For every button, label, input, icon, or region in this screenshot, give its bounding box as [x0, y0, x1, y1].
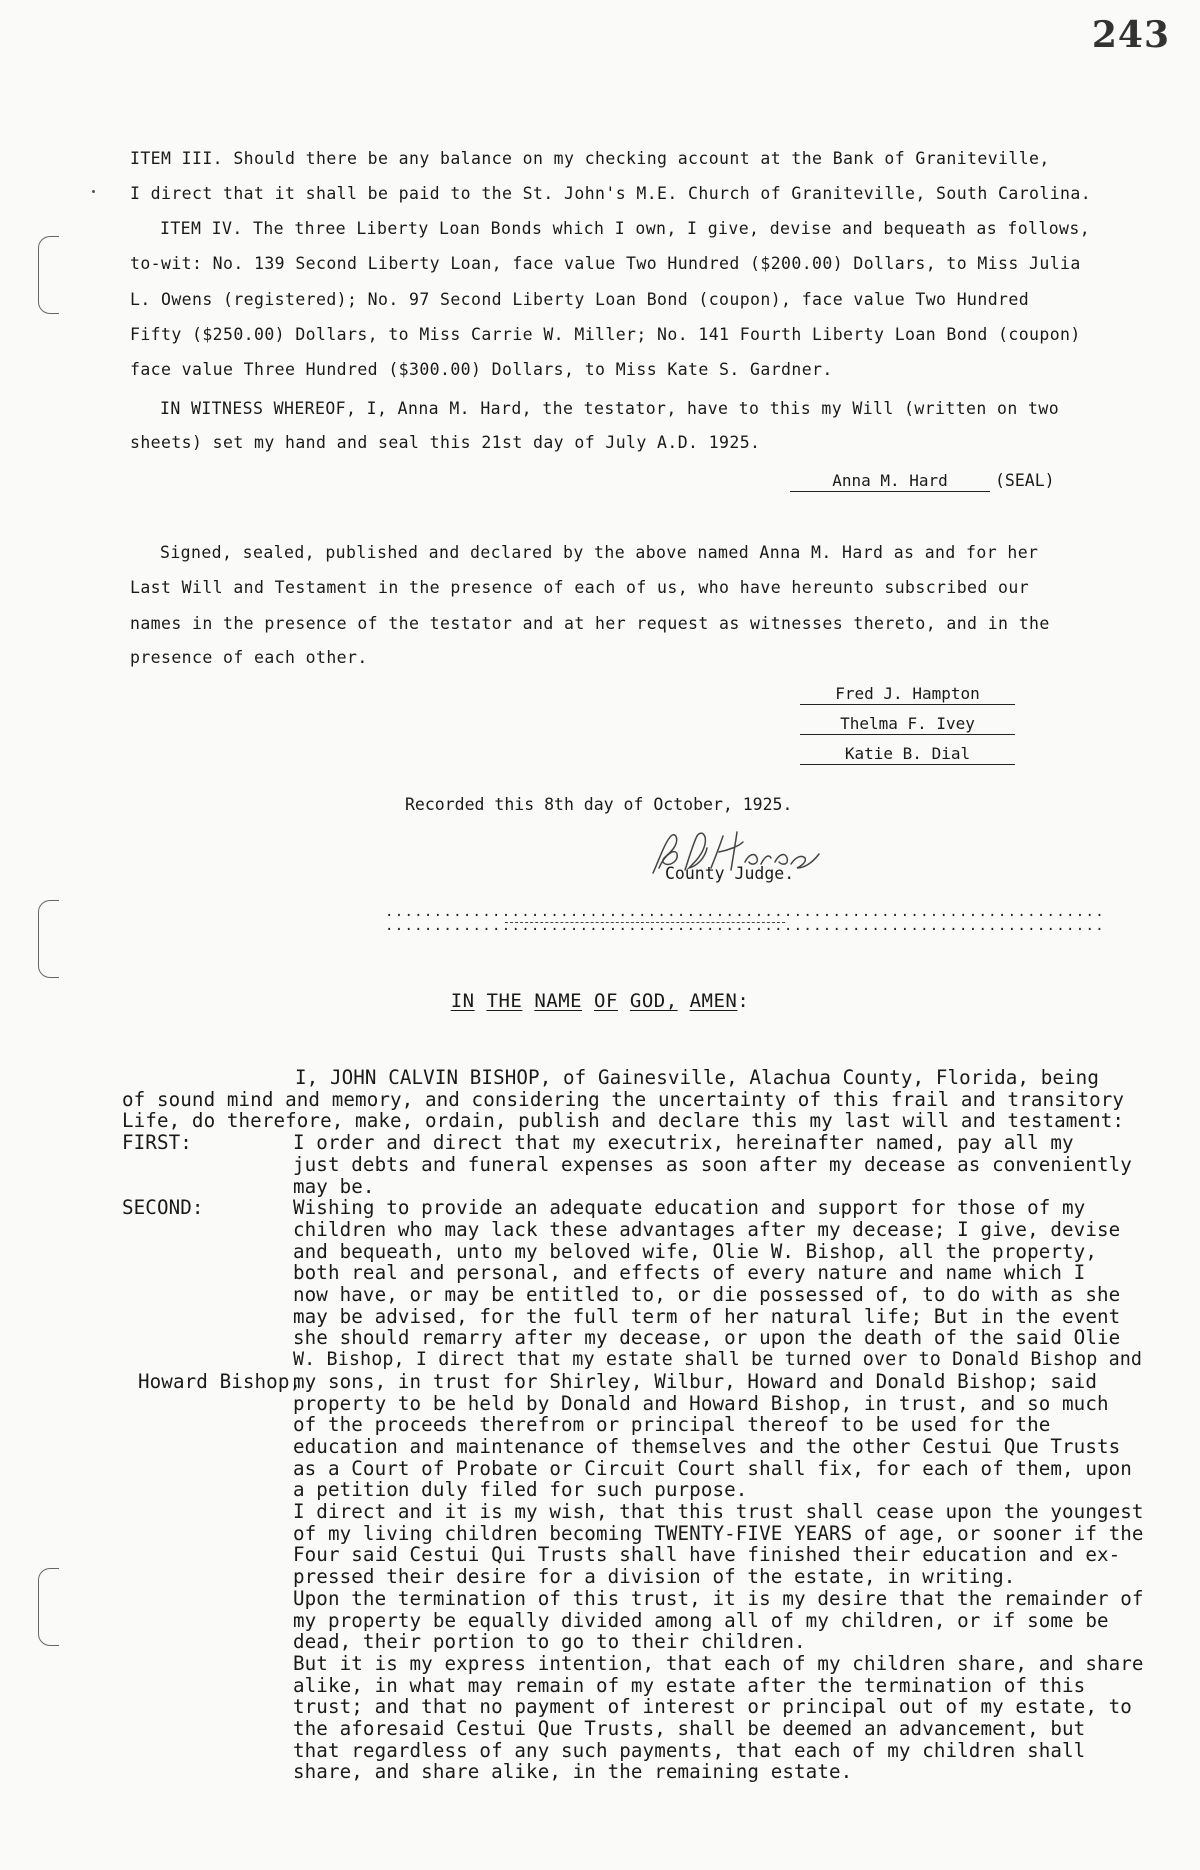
attestation-line: Last Will and Testament in the presence of each of us, who have hereunto subscribed our: [130, 578, 1030, 597]
typed-line: I direct that it shall be paid to the St. John's M.E. Church of Graniteville, South Carolina.: [130, 184, 1092, 203]
will-line: W. Bishop, I direct that my estate shall be turned over to Donald Bishop and: [293, 1349, 1143, 1371]
typed-line: to-wit: No. 139 Second Liberty Loan, face value Two Hundred ($200.00) Dollars, to Miss Julia: [130, 254, 1081, 273]
attestation-line: names in the presence of the testator and at her request as witnesses thereto, and in the: [130, 614, 1050, 633]
witness-signature: Thelma F. Ivey: [800, 714, 1015, 735]
attestation-line: Signed, sealed, published and declared by the above named Anna M. Hard as and for her: [160, 543, 1039, 562]
attestation-line: presence of each other.: [130, 648, 368, 667]
clause-label: FIRST:: [122, 1131, 192, 1155]
will-line: pressed their desire for a division of the estate, in writing.: [293, 1565, 1016, 1589]
will-line: education and maintenance of themselves and the other Cestui Que Trusts: [293, 1434, 1121, 1458]
will-line: may be advised, for the full term of her natural life; But in the event: [293, 1304, 1121, 1328]
typed-line: face value Three Hundred ($300.00) Dollars, to Miss Kate S. Gardner.: [130, 360, 833, 379]
witness-signature: Fred J. Hampton: [800, 684, 1015, 705]
will-line: my sons, in trust for Shirley, Wilbur, Howard and Donald Bishop; said: [293, 1369, 1097, 1393]
will-line: trust; and that no payment of interest or principal out of my estate, to: [293, 1695, 1132, 1719]
heading-word: THE: [486, 990, 523, 1012]
separator-dots: ..........................................................................: [385, 918, 1105, 934]
clause-label: SECOND:: [122, 1196, 204, 1220]
will-line: she should remarry after my decease, or upon the death of the said Olie: [293, 1326, 1121, 1350]
testator-signature: Anna M. Hard: [790, 471, 990, 492]
typed-line: ITEM IV. The three Liberty Loan Bonds which I own, I give, devise and bequeath as follows,: [160, 219, 1091, 238]
will-line: a petition duly filed for such purpose.: [293, 1478, 748, 1502]
page-number: 243: [1091, 14, 1170, 56]
will-line: children who may lack these advantages after my decease; I give, devise: [293, 1217, 1121, 1241]
binder-hole: [38, 900, 59, 978]
judge-title: County Judge.: [665, 864, 795, 883]
will-line: both real and personal, and effects of every nature and name which I: [293, 1261, 1086, 1285]
binder-hole: [38, 236, 59, 314]
will-line: But it is my express intention, that each of my children share, and share: [293, 1651, 1144, 1675]
will-line: alike, in what may remain of my estate after the termination of this: [293, 1673, 1086, 1697]
separator-dots: ..........................................................................: [385, 904, 1105, 920]
binder-hole: [38, 1568, 59, 1646]
heading-word: OF: [594, 990, 618, 1012]
will-line: I direct and it is my wish, that this trust shall cease upon the youngest: [293, 1500, 1144, 1523]
will-line: of my living children becoming TWENTY-FIVE YEARS of age, or sooner if the: [293, 1521, 1144, 1545]
seal-label: (SEAL): [995, 471, 1055, 490]
typed-line: Fifty ($250.00) Dollars, to Miss Carrie W. Miller; No. 141 Fourth Liberty Loan Bond (coupon): [130, 325, 1081, 344]
heading-word: AMEN: [689, 990, 738, 1012]
will-heading: [0, 990, 1200, 1012]
will-line: share, and share alike, in the remaining estate.: [293, 1760, 853, 1784]
will-line: as a Court of Probate or Circuit Court shall fix, for each of them, upon: [293, 1456, 1132, 1480]
clause-label: Howard Bishop,: [138, 1369, 302, 1393]
will-line: I order and direct that my executrix, hereinafter named, pay all my: [293, 1131, 1074, 1155]
typed-line: IN WITNESS WHEREOF, I, Anna M. Hard, the testator, have to this my Will (written on two: [160, 399, 1060, 418]
will-line: of the proceeds therefrom or principal thereof to be used for the: [293, 1413, 1051, 1437]
will-line: may be.: [293, 1174, 375, 1198]
typed-line: sheets) set my hand and seal this 21st day of July A.D. 1925.: [130, 433, 761, 452]
will-line: Four said Cestui Qui Trusts shall have finished their education and ex-: [293, 1543, 1121, 1567]
will-line: dead, their portion to go to their children.: [293, 1630, 806, 1654]
typed-line: ITEM III. Should there be any balance on my checking account at the Bank of Graniteville,: [130, 149, 1050, 168]
heading-word: GOD,: [629, 990, 678, 1012]
typed-line: L. Owens (registered); No. 97 Second Liberty Loan Bond (coupon), face value Two Hundred: [130, 290, 1030, 309]
heading-word: NAME: [534, 990, 583, 1012]
will-line: I, JOHN CALVIN BISHOP, of Gainesville, Alachua County, Florida, being: [295, 1066, 1099, 1089]
will-line: that regardless of any such payments, that each of my children shall: [293, 1738, 1086, 1762]
will-line: Wishing to provide an adequate education and support for those of my: [293, 1196, 1086, 1220]
will-line: my property be equally divided among all of my children, or if some be: [293, 1608, 1109, 1632]
witness-signature: Katie B. Dial: [800, 744, 1015, 765]
will-line: of sound mind and memory, and considering the uncertainty of this frail and transitory: [122, 1087, 1125, 1111]
will-line: now have, or may be entitled to, or die possessed of, to do with as she: [293, 1283, 1121, 1306]
will-line: the aforesaid Cestui Que Trusts, shall be deemed an advancement, but: [293, 1717, 1086, 1740]
heading-word: IN: [450, 990, 475, 1012]
heading-colon: :: [737, 990, 750, 1012]
recorded-date: Recorded this 8th day of October, 1925.: [405, 795, 793, 814]
will-line: Life, do therefore, make, ordain, publish and declare this my last will and testament:: [122, 1109, 1125, 1133]
will-line: and bequeath, unto my beloved wife, Olie W. Bishop, all the property,: [293, 1239, 1097, 1263]
will-line: just debts and funeral expenses as soon after my decease as conveniently: [293, 1152, 1132, 1176]
speck: [92, 190, 95, 193]
will-line: property to be held by Donald and Howard Bishop, in trust, and so much: [293, 1391, 1109, 1415]
will-line: Upon the termination of this trust, it is my desire that the remainder of: [293, 1586, 1144, 1610]
